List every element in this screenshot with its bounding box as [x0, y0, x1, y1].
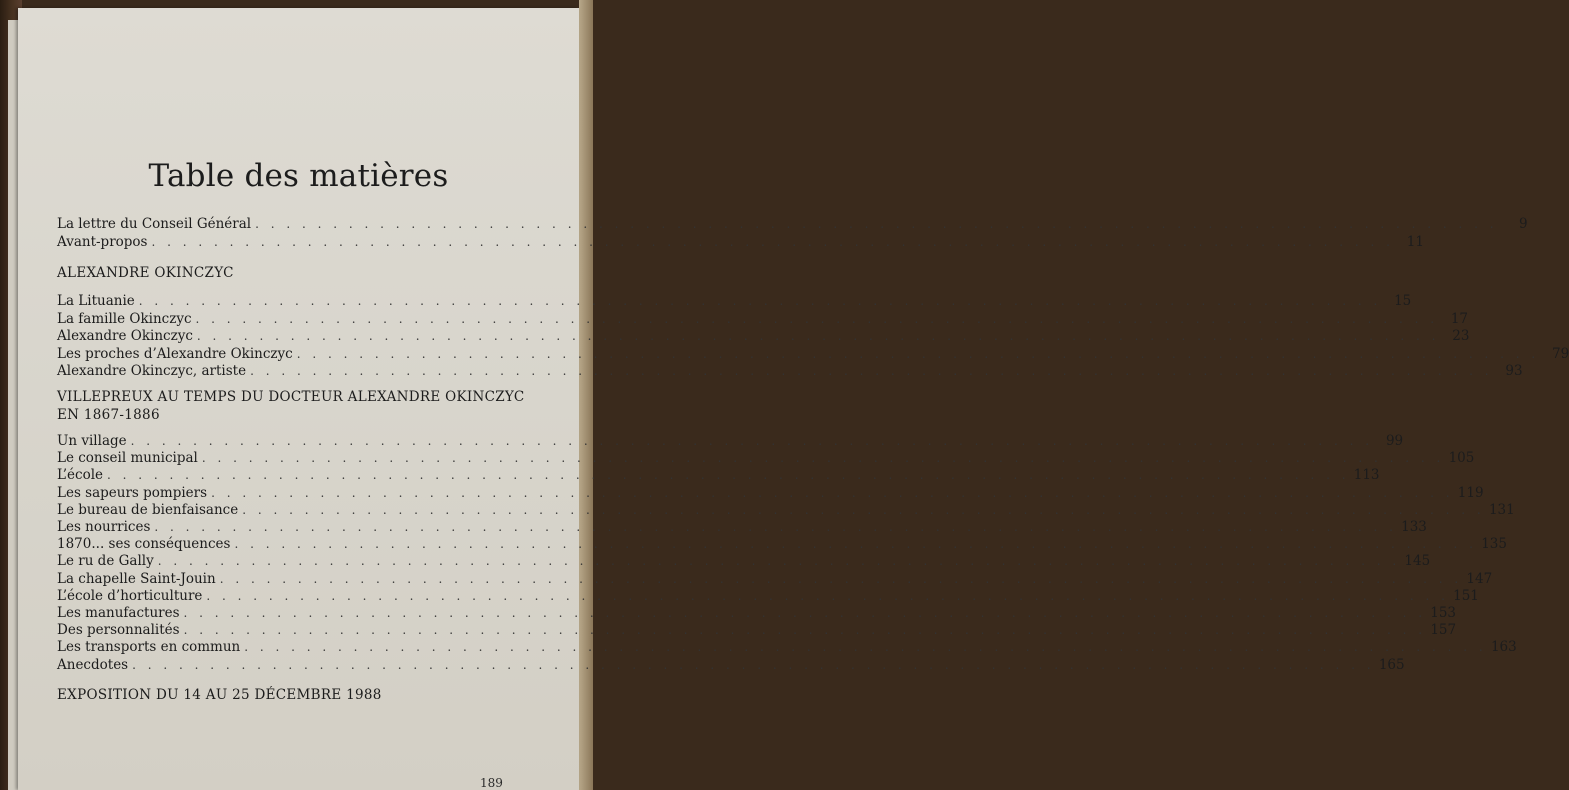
toc-entry-page: 15	[1394, 293, 1412, 309]
toc-entry	[57, 327, 1470, 345]
toc-entry	[57, 215, 1528, 233]
toc-entry	[57, 362, 1523, 380]
toc-entry-page: 9	[1519, 216, 1528, 232]
toc-entry-page: 99	[1385, 433, 1404, 449]
dot-leader: . . . . . . . . . . . . . . . . . . . . . . . . . . . . . . . . . . . . . . . . . . . . . . . . . . . . . . . . . . . . . . . . . . . . . . . . . . . . . . . .	[255, 217, 1498, 231]
toc-entry	[57, 552, 1431, 570]
dot-leader: . . . . . . . . . . . . . . . . . . . . . . . . . . . . . . . . . . . . . . . . . . . . . . . . . . . . . . . . . . . . . . . . . . . . . . . . . . . . . . . .	[296, 346, 1540, 361]
toc-entry	[57, 656, 1405, 674]
toc-entry-page: 23	[1452, 328, 1470, 344]
toc-entry-label: Les manufactures	[57, 605, 180, 621]
toc-entry-label: La chapelle Saint-Jouin	[57, 570, 216, 587]
toc-entry-page: 165	[1378, 656, 1405, 673]
toc-entry	[57, 466, 1380, 484]
toc-entry	[57, 292, 1412, 310]
toc-entry-label: Un village	[57, 433, 127, 449]
page-number: 189	[480, 776, 503, 790]
dot-leader: . . . . . . . . . . . . . . . . . . . . . . . . . . . . . . . . . . . . . . . . . . . . . . . . . . . . . . . . . . . . . . . . . . . . . . . . . . . . . . . .	[244, 640, 1487, 655]
toc-entry-page: 151	[1453, 587, 1479, 604]
toc-entry-page: 17	[1450, 310, 1469, 327]
toc-entry-label: Les sapeurs pompiers	[57, 484, 208, 501]
toc-entry-page: 145	[1404, 553, 1431, 570]
toc-entry-label: L’école	[57, 467, 104, 484]
toc-entry-label: Le bureau de bienfaisance	[57, 501, 239, 518]
toc-entry-page: 11	[1406, 233, 1424, 250]
toc-entry	[57, 233, 1424, 251]
toc-entry-page: 105	[1448, 450, 1475, 467]
page-title: Table des matières	[148, 158, 449, 194]
book-page	[18, 8, 1569, 790]
toc-entry-page: 135	[1481, 536, 1507, 553]
dot-leader: . . . . . . . . . . . . . . . . . . . . . . . . . . . . . . . . . . . . . . . . . . . . . . . . . . . . . . . . . . . . . . . . . . . . . . . . . . . . . . . .	[151, 234, 1394, 249]
section-heading: ALEXANDRE OKINCZYC	[57, 265, 234, 281]
toc-entry-label: Anecdotes	[57, 656, 129, 673]
exposition-heading: EXPOSITION DU 14 AU 25 DÉCEMBRE 1988	[57, 687, 382, 703]
toc-entry-page: 131	[1488, 501, 1515, 518]
dot-leader: . . . . . . . . . . . . . . . . . . . . . . . . . . . . . . . . . . . . . . . . . . . . . . . . . . . . . . . . . . . . . . . . . . . . . . . . . . . . . . . .	[138, 294, 1382, 308]
toc-entry-page: 79	[1552, 345, 1569, 362]
toc-entry-label: 1870... ses conséquences	[57, 536, 231, 553]
toc-entry-page: 157	[1430, 622, 1457, 639]
toc-entry-page: 147	[1466, 570, 1493, 587]
toc-entry-label: La Lituanie	[57, 293, 135, 309]
dot-leader: . . . . . . . . . . . . . . . . . . . . . . . . . . . . . . . . . . . . . . . . . . . . . . . . . . . . . . . . . . . . . . . . . . . . . . . . . . . . . . . .	[154, 520, 1397, 534]
dot-leader: . . . . . . . . . . . . . . . . . . . . . . . . . . . . . . . . . . . . . . . . . . . . . . . . . . . . . . . . . . . . . . . . . . . . . . . . . . . . . . . .	[183, 606, 1427, 620]
toc-entry-page: 93	[1505, 363, 1523, 379]
toc-entry	[57, 518, 1427, 536]
dot-leader: . . . . . . . . . . . . . . . . . . . . . . . . . . . . . . . . . . . . . . . . . . . . . . . . . . . . . . . . . . . . . . . . . . . . . . . . . . . . . . . .	[195, 311, 1439, 326]
toc-entry-label: La lettre du Conseil Général	[57, 216, 252, 232]
toc-entry	[57, 621, 1457, 639]
dot-leader: . . . . . . . . . . . . . . . . . . . . . . . . . . . . . . . . . . . . . . . . . . . . . . . . . . . . . . . . . . . . . . . . . . . . . . . . . . . . . . . .	[219, 571, 1463, 586]
dot-leader: . . . . . . . . . . . . . . . . . . . . . . . . . . . . . . . . . . . . . . . . . . . . . . . . . . . . . . . . . . . . . . . . . . . . . . . . . . . . . . . .	[157, 554, 1401, 569]
toc-entry	[57, 535, 1507, 553]
toc-entry-label: Les nourrices	[57, 519, 151, 535]
toc-entry-page: 133	[1401, 519, 1427, 535]
toc-entry	[57, 310, 1469, 328]
dot-leader: . . . . . . . . . . . . . . . . . . . . . . . . . . . . . . . . . . . . . . . . . . . . . . . . . . . . . . . . . . . . . . . . . . . . . . . . . . . . . . . .	[183, 623, 1427, 638]
section-heading: VILLEPREUX AU TEMPS DU DOCTEUR ALEXANDRE OKINCZYC	[57, 389, 525, 405]
toc-entry	[57, 587, 1479, 605]
toc-entry	[57, 484, 1484, 502]
dot-leader: . . . . . . . . . . . . . . . . . . . . . . . . . . . . . . . . . . . . . . . . . . . . . . . . . . . . . . . . . . . . . . . . . . . . . . . . . . . . . . . .	[211, 485, 1454, 500]
toc-entry	[57, 638, 1517, 656]
toc-entry-label: Les transports en commun	[57, 639, 241, 656]
toc-entry	[57, 604, 1457, 622]
toc-entry	[57, 449, 1475, 467]
toc-entry-label: La famille Okinczyc	[57, 310, 192, 327]
toc-entry	[57, 501, 1515, 519]
toc-entry-page: 113	[1353, 467, 1380, 484]
toc-entry-label: Alexandre Okinczyc	[57, 328, 193, 344]
dot-leader: . . . . . . . . . . . . . . . . . . . . . . . . . . . . . . . . . . . . . . . . . . . . . . . . . . . . . . . . . . . . . . . . . . . . . . . . . . . . . . . .	[107, 468, 1350, 483]
dot-leader: . . . . . . . . . . . . . . . . . . . . . . . . . . . . . . . . . . . . . . . . . . . . . . . . . . . . . . . . . . . . . . . . . . . . . . . . . . . . . . . .	[242, 502, 1485, 517]
toc-entry-page: 119	[1457, 484, 1484, 501]
toc-entry	[57, 432, 1404, 450]
toc-entry-label: Avant-propos	[57, 233, 148, 250]
dot-leader: . . . . . . . . . . . . . . . . . . . . . . . . . . . . . . . . . . . . . . . . . . . . . . . . . . . . . . . . . . . . . . . . . . . . . . . . . . . . . . . .	[132, 657, 1375, 672]
toc-entry-label: Le conseil municipal	[57, 450, 198, 467]
toc-entry-label: Le ru de Gally	[57, 553, 154, 570]
section-heading: EN 1867-1886	[57, 407, 160, 423]
dot-leader: . . . . . . . . . . . . . . . . . . . . . . . . . . . . . . . . . . . . . . . . . . . . . . . . . . . . . . . . . . . . . . . . . . . . . . . . . . . . . . . .	[234, 537, 1477, 552]
toc-entry-label: Les proches d’Alexandre Okinczyc	[57, 345, 293, 362]
toc-entry-page: 163	[1490, 639, 1517, 656]
dot-leader: . . . . . . . . . . . . . . . . . . . . . . . . . . . . . . . . . . . . . . . . . . . . . . . . . . . . . . . . . . . . . . . . . . . . . . . . . . . . . . . .	[201, 451, 1445, 466]
toc-entry	[57, 570, 1493, 588]
dot-leader: . . . . . . . . . . . . . . . . . . . . . . . . . . . . . . . . . . . . . . . . . . . . . . . . . . . . . . . . . . . . . . . . . . . . . . . . . . . . . . . .	[130, 434, 1374, 448]
toc-entry	[57, 345, 1569, 363]
toc-entry-page: 153	[1430, 605, 1457, 621]
toc-entry-label: Alexandre Okinczyc, artiste	[57, 363, 247, 379]
toc-entry-label: Des personnalités	[57, 622, 180, 639]
dot-leader: . . . . . . . . . . . . . . . . . . . . . . . . . . . . . . . . . . . . . . . . . . . . . . . . . . . . . . . . . . . . . . . . . . . . . . . . . . . . . . . .	[206, 588, 1449, 603]
dot-leader: . . . . . . . . . . . . . . . . . . . . . . . . . . . . . . . . . . . . . . . . . . . . . . . . . . . . . . . . . . . . . . . . . . . . . . . . . . . . . . . .	[250, 364, 1493, 378]
dot-leader: . . . . . . . . . . . . . . . . . . . . . . . . . . . . . . . . . . . . . . . . . . . . . . . . . . . . . . . . . . . . . . . . . . . . . . . . . . . . . . . .	[196, 329, 1440, 343]
toc-entry-label: L’école d’horticulture	[57, 587, 203, 604]
